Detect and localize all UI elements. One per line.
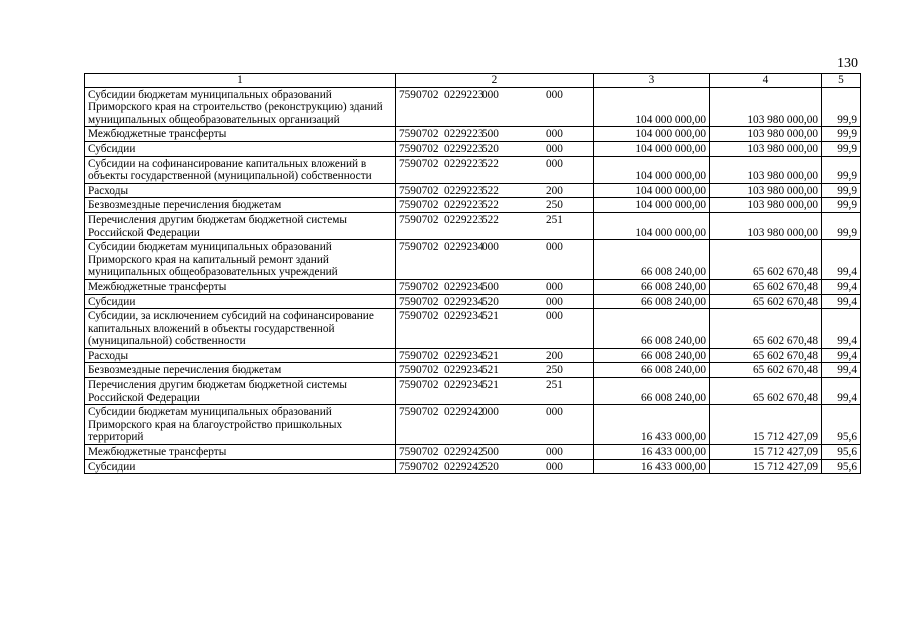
planned-amount: 104 000 000,00 [594, 156, 710, 183]
actual-amount: 65 602 670,48 [710, 348, 822, 363]
item-name: Субсидии, за исключением субсидий на софинансирование капитальных вложений в объекты государственной (муниципальной) собственности [85, 309, 396, 349]
code-part: 0229242 [443, 446, 484, 459]
code-part: 000 [545, 142, 563, 155]
code-part: 759 [399, 213, 416, 226]
code-part: 521 [481, 349, 499, 362]
planned-amount: 66 008 240,00 [594, 240, 710, 280]
code-part: 251 [545, 379, 563, 392]
code-part: 000 [545, 88, 563, 101]
code-part: 000 [545, 406, 563, 419]
execution-percent: 95,6 [822, 459, 861, 474]
planned-amount: 66 008 240,00 [594, 378, 710, 405]
code-part: 759 [399, 128, 416, 141]
item-name: Субсидии [85, 294, 396, 309]
execution-percent: 99,9 [822, 87, 861, 127]
table-row [85, 141, 861, 156]
column-header: 2 [396, 74, 594, 88]
budget-code [396, 127, 594, 142]
code-part: 759 [399, 406, 416, 419]
table-row [85, 156, 861, 183]
code-part: 000 [481, 406, 499, 419]
item-name: Субсидии на софинансирование капитальных вложений в объекты государственной (муниципальной) собственности [85, 156, 396, 183]
code-part: 0229223 [443, 128, 484, 141]
code-part: 520 [481, 460, 499, 473]
code-part: 759 [399, 310, 416, 323]
code-part: 0702 [415, 184, 439, 197]
column-header: 3 [594, 74, 710, 88]
code-part: 759 [399, 199, 416, 212]
item-name: Перечисления другим бюджетам бюджетной системы Российской Федерации [85, 378, 396, 405]
table-row [85, 378, 861, 405]
actual-amount: 65 602 670,48 [710, 363, 822, 378]
execution-percent: 99,4 [822, 309, 861, 349]
code-part: 759 [399, 295, 416, 308]
code-part: 522 [481, 184, 499, 197]
planned-amount: 66 008 240,00 [594, 348, 710, 363]
item-name: Субсидии бюджетам муниципальных образований Приморского края на благоустройство пришкольных территорий [85, 405, 396, 445]
actual-amount: 65 602 670,48 [710, 240, 822, 280]
code-part: 0229234 [443, 295, 484, 308]
code-part: 0702 [415, 446, 439, 459]
actual-amount: 103 980 000,00 [710, 156, 822, 183]
execution-percent: 99,9 [822, 198, 861, 213]
actual-amount: 103 980 000,00 [710, 141, 822, 156]
code-part: 0702 [415, 142, 439, 155]
planned-amount: 66 008 240,00 [594, 279, 710, 294]
actual-amount: 103 980 000,00 [710, 183, 822, 198]
code-part: 759 [399, 280, 416, 293]
budget-code [396, 405, 594, 445]
actual-amount: 65 602 670,48 [710, 279, 822, 294]
code-part: 759 [399, 88, 416, 101]
actual-amount: 103 980 000,00 [710, 87, 822, 127]
code-part: 0702 [415, 460, 439, 473]
code-part: 0702 [415, 213, 439, 226]
planned-amount: 104 000 000,00 [594, 198, 710, 213]
execution-percent: 99,4 [822, 240, 861, 280]
table-row [85, 445, 861, 460]
actual-amount: 15 712 427,09 [710, 459, 822, 474]
budget-code [396, 279, 594, 294]
code-part: 0702 [415, 280, 439, 293]
code-part: 500 [481, 280, 499, 293]
actual-amount: 103 980 000,00 [710, 212, 822, 239]
budget-code [396, 212, 594, 239]
code-part: 0702 [415, 406, 439, 419]
budget-code [396, 309, 594, 349]
code-part: 200 [545, 349, 563, 362]
code-part: 000 [545, 280, 563, 293]
budget-code [396, 459, 594, 474]
code-part: 522 [481, 213, 499, 226]
execution-percent: 99,4 [822, 279, 861, 294]
table-row [85, 279, 861, 294]
item-name: Безвозмездные перечисления бюджетам [85, 363, 396, 378]
code-part: 0229234 [443, 241, 484, 254]
code-part: 0229234 [443, 349, 484, 362]
budget-table [84, 73, 861, 474]
code-part: 0702 [415, 241, 439, 254]
code-part: 0229234 [443, 310, 484, 323]
budget-code [396, 445, 594, 460]
code-part: 000 [545, 446, 563, 459]
actual-amount: 15 712 427,09 [710, 445, 822, 460]
code-part: 000 [481, 241, 499, 254]
budget-code [396, 378, 594, 405]
planned-amount: 16 433 000,00 [594, 459, 710, 474]
planned-amount: 66 008 240,00 [594, 363, 710, 378]
item-name: Перечисления другим бюджетам бюджетной системы Российской Федерации [85, 212, 396, 239]
table-row [85, 348, 861, 363]
item-name: Субсидии бюджетам муниципальных образований Приморского края на строительство (реконструкцию) зданий муниципальных общеобразовательных организаций [85, 87, 396, 127]
column-header: 5 [822, 74, 861, 88]
planned-amount: 104 000 000,00 [594, 127, 710, 142]
code-part: 759 [399, 446, 416, 459]
budget-code [396, 198, 594, 213]
item-name: Субсидии [85, 459, 396, 474]
code-part: 0229234 [443, 364, 484, 377]
table-row [85, 87, 861, 127]
execution-percent: 99,4 [822, 294, 861, 309]
code-part: 0702 [415, 157, 439, 170]
budget-code [396, 183, 594, 198]
table-row [85, 127, 861, 142]
code-part: 250 [545, 364, 563, 377]
code-part: 0702 [415, 295, 439, 308]
code-part: 0229223 [443, 184, 484, 197]
execution-percent: 95,6 [822, 445, 861, 460]
execution-percent: 99,9 [822, 212, 861, 239]
planned-amount: 16 433 000,00 [594, 445, 710, 460]
execution-percent: 99,9 [822, 183, 861, 198]
actual-amount: 65 602 670,48 [710, 309, 822, 349]
item-name: Межбюджетные трансферты [85, 127, 396, 142]
code-part: 0702 [415, 88, 439, 101]
budget-code [396, 363, 594, 378]
planned-amount: 104 000 000,00 [594, 183, 710, 198]
code-part: 759 [399, 364, 416, 377]
code-part: 0702 [415, 199, 439, 212]
budget-code [396, 294, 594, 309]
code-part: 520 [481, 142, 499, 155]
actual-amount: 65 602 670,48 [710, 378, 822, 405]
execution-percent: 99,4 [822, 378, 861, 405]
table-header-row [85, 74, 861, 88]
budget-code [396, 348, 594, 363]
table-row [85, 198, 861, 213]
table-row [85, 294, 861, 309]
budget-code [396, 87, 594, 127]
actual-amount: 103 980 000,00 [710, 127, 822, 142]
code-part: 0229223 [443, 199, 484, 212]
code-part: 0702 [415, 310, 439, 323]
execution-percent: 99,9 [822, 141, 861, 156]
code-part: 0229234 [443, 280, 484, 293]
code-part: 500 [481, 446, 499, 459]
code-part: 0702 [415, 364, 439, 377]
code-part: 500 [481, 128, 499, 141]
page-number: 130 [837, 56, 858, 71]
code-part: 759 [399, 379, 416, 392]
item-name: Межбюджетные трансферты [85, 279, 396, 294]
table-row [85, 405, 861, 445]
code-part: 250 [545, 199, 563, 212]
code-part: 759 [399, 142, 416, 155]
code-part: 000 [481, 88, 499, 101]
code-part: 521 [481, 364, 499, 377]
code-part: 520 [481, 295, 499, 308]
planned-amount: 104 000 000,00 [594, 141, 710, 156]
actual-amount: 15 712 427,09 [710, 405, 822, 445]
item-name: Расходы [85, 183, 396, 198]
planned-amount: 104 000 000,00 [594, 87, 710, 127]
code-part: 251 [545, 213, 563, 226]
table-row [85, 459, 861, 474]
item-name: Межбюджетные трансферты [85, 445, 396, 460]
code-part: 521 [481, 379, 499, 392]
table-row [85, 183, 861, 198]
actual-amount: 65 602 670,48 [710, 294, 822, 309]
code-part: 0229223 [443, 142, 484, 155]
code-part: 0229234 [443, 379, 484, 392]
execution-percent: 99,9 [822, 127, 861, 142]
code-part: 0229223 [443, 157, 484, 170]
planned-amount: 66 008 240,00 [594, 294, 710, 309]
code-part: 0702 [415, 128, 439, 141]
item-name: Безвозмездные перечисления бюджетам [85, 198, 396, 213]
table-row [85, 240, 861, 280]
code-part: 0702 [415, 349, 439, 362]
code-part: 0229242 [443, 406, 484, 419]
code-part: 000 [545, 157, 563, 170]
execution-percent: 99,4 [822, 348, 861, 363]
table-row [85, 212, 861, 239]
code-part: 521 [481, 310, 499, 323]
planned-amount: 104 000 000,00 [594, 212, 710, 239]
code-part: 000 [545, 241, 563, 254]
budget-code [396, 156, 594, 183]
item-name: Расходы [85, 348, 396, 363]
code-part: 000 [545, 310, 563, 323]
code-part: 200 [545, 184, 563, 197]
table-row [85, 309, 861, 349]
code-part: 759 [399, 349, 416, 362]
code-part: 000 [545, 460, 563, 473]
column-header: 1 [85, 74, 396, 88]
code-part: 759 [399, 157, 416, 170]
budget-code [396, 240, 594, 280]
code-part: 759 [399, 460, 416, 473]
budget-code [396, 141, 594, 156]
item-name: Субсидии бюджетам муниципальных образований Приморского края на капитальный ремонт зданий муниципальных общеобразовательных учреждений [85, 240, 396, 280]
item-name: Субсидии [85, 141, 396, 156]
actual-amount: 103 980 000,00 [710, 198, 822, 213]
code-part: 000 [545, 128, 563, 141]
code-part: 759 [399, 184, 416, 197]
code-part: 0702 [415, 379, 439, 392]
planned-amount: 16 433 000,00 [594, 405, 710, 445]
execution-percent: 95,6 [822, 405, 861, 445]
code-part: 759 [399, 241, 416, 254]
code-part: 522 [481, 199, 499, 212]
execution-percent: 99,4 [822, 363, 861, 378]
planned-amount: 66 008 240,00 [594, 309, 710, 349]
code-part: 0229223 [443, 88, 484, 101]
code-part: 522 [481, 157, 499, 170]
column-header: 4 [710, 74, 822, 88]
table-row [85, 363, 861, 378]
execution-percent: 99,9 [822, 156, 861, 183]
code-part: 000 [545, 295, 563, 308]
code-part: 0229242 [443, 460, 484, 473]
code-part: 0229223 [443, 213, 484, 226]
